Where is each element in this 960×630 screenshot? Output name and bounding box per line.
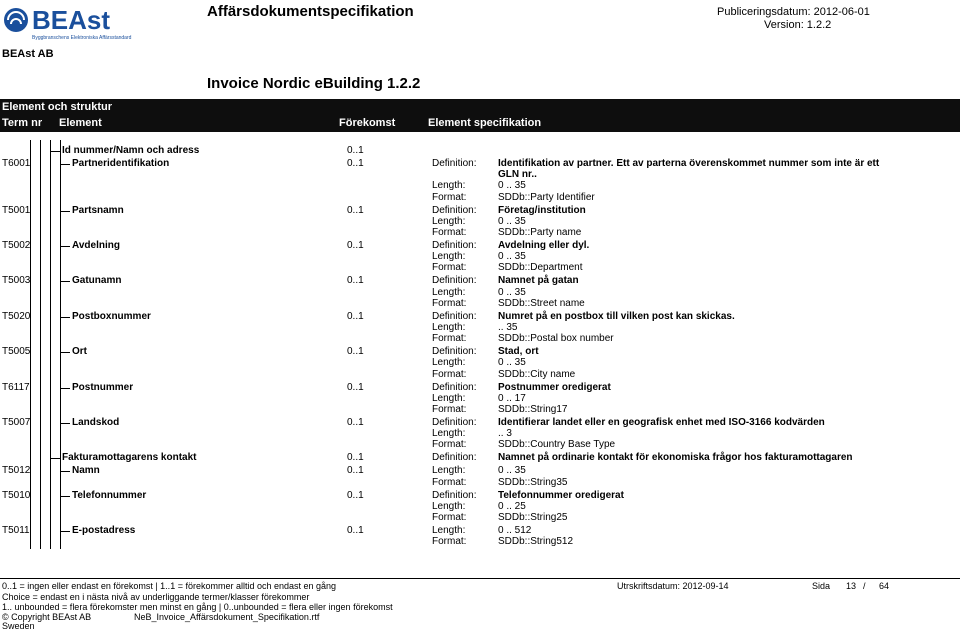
spec-label: Format: (432, 227, 467, 238)
logo-tagline: Byggbranschens Elektroniska Affärsstandard (32, 35, 132, 41)
footer-divider (0, 578, 960, 579)
spec-value: Identifierar landet eller en geografisk enhet med ISO-3166 kodvärden (498, 417, 825, 428)
spec-value: SDDb::Street name (498, 297, 585, 309)
occurrence-value: 0..1 (347, 465, 364, 477)
element-name: Gatunamn (72, 275, 122, 287)
occurrence-value: 0..1 (347, 275, 364, 287)
element-name: Namn (72, 465, 100, 477)
occurrence-value: 0..1 (347, 204, 364, 216)
spec-label: Definition: (432, 158, 477, 169)
tree-connector (60, 164, 70, 165)
term-number: T5020 (2, 310, 31, 322)
footer-page-separator: / (863, 581, 866, 591)
element-name: Ort (72, 346, 87, 358)
spec-value: Företag/institution (498, 204, 586, 216)
element-name: Partneridentifikation (72, 158, 170, 169)
occurrence-value: 0..1 (347, 346, 364, 358)
version-label: Version: 1.2.2 (764, 19, 832, 31)
spec-label: Length: (432, 392, 466, 404)
spec-label: Format: (432, 297, 467, 309)
footer-legend-2: Choice = endast en i nästa nivå av underliggande termer/klasser förekommer (2, 592, 310, 602)
spec-label: Definition: (432, 275, 477, 287)
spec-value: SDDb::Postal box number (498, 333, 614, 345)
term-number: T5001 (2, 204, 31, 216)
spec-label: Length: (432, 525, 466, 536)
spec-value: Namnet på ordinarie kontakt för ekonomiska frågor hos fakturamottagaren (498, 452, 853, 464)
spec-value: 0 .. 25 (498, 500, 526, 512)
occurrence-value: 0..1 (347, 452, 364, 464)
spec-value: Avdelning eller dyl. (498, 240, 590, 251)
spec-value: .. 3 (498, 428, 512, 440)
section-heading: Element och struktur (2, 101, 113, 113)
spec-value: 0 .. 35 (498, 286, 526, 298)
spec-value: 0 .. 35 (498, 357, 526, 369)
spec-value: 0 .. 35 (498, 180, 526, 192)
spec-label: Definition: (432, 489, 477, 501)
spec-label: Format: (432, 536, 467, 548)
occurrence-value: 0..1 (347, 489, 364, 501)
spec-label: Definition: (432, 310, 477, 322)
spec-value: Stad, ort (498, 346, 539, 358)
spec-label: Definition: (432, 381, 477, 393)
spec-value: 0 .. 35 (498, 465, 526, 477)
company-name: BEAst AB (2, 48, 54, 60)
spec-value: SDDb::String17 (498, 404, 568, 415)
element-name: Postboxnummer (72, 310, 151, 322)
tree-connector (60, 496, 70, 497)
occurrence-value: 0..1 (347, 240, 364, 251)
column-specification: Element specifikation (428, 117, 542, 129)
tree-connector (60, 211, 70, 212)
element-name: Landskod (72, 417, 120, 428)
spec-label: Format: (432, 439, 467, 451)
footer-legend-3: 1.. unbounded = flera förekomster men minst en gång | 0..unbounded = flera eller ingen förekomst (2, 602, 393, 612)
element-name: Avdelning (72, 240, 120, 251)
spec-label: Length: (432, 465, 466, 477)
spec-value: .. 35 (498, 322, 518, 333)
occurrence-value: 0..1 (347, 525, 364, 536)
spec-label: Length: (432, 215, 466, 227)
occurrence-value: 0..1 (347, 381, 364, 393)
footer-page-number: 13 (846, 581, 857, 591)
spec-value: SDDb::Department (498, 262, 583, 274)
tree-connector (60, 246, 70, 247)
spec-label: Format: (432, 262, 467, 274)
spec-label: Length: (432, 286, 466, 298)
spec-label: Definition: (432, 452, 477, 464)
occurrence-value: 0..1 (347, 310, 364, 322)
tree-connector (60, 281, 70, 282)
spec-value: Postnummer oredigerat (498, 381, 611, 393)
spec-value: Namnet på gatan (498, 275, 579, 287)
spec-value: Telefonnummer oredigerat (498, 489, 624, 501)
tree-line (60, 140, 61, 549)
spec-label: Definition: (432, 204, 477, 216)
tree-line (30, 140, 31, 549)
element-name: Id nummer/Namn och adress (62, 145, 200, 156)
spec-label: Length: (432, 251, 466, 263)
spec-value: SDDb::City name (498, 368, 576, 380)
tree-line (50, 140, 51, 549)
tree-connector (60, 352, 70, 353)
element-name: E-postadress (72, 525, 136, 536)
tree-connector (50, 151, 60, 152)
column-element: Element (59, 117, 102, 129)
spec-label: Format: (432, 404, 467, 415)
term-number: T6117 (2, 381, 30, 393)
element-name: Partsnamn (72, 204, 124, 216)
tree-connector (60, 471, 70, 472)
spec-label: Length: (432, 357, 466, 369)
spec-value: 0 .. 512 (498, 525, 532, 536)
spec-label: Definition: (432, 417, 477, 428)
occurrence-value: 0..1 (347, 158, 364, 169)
footer-print-date: Utrskriftsdatum: 2012-09-14 (617, 581, 729, 591)
spec-label: Format: (432, 368, 467, 380)
beast-logo (2, 2, 142, 42)
tree-connector (50, 458, 60, 459)
term-number: T5003 (2, 275, 31, 287)
term-number: T5002 (2, 240, 31, 251)
spec-value: SDDb::Country Base Type (498, 439, 616, 451)
spec-label: Definition: (432, 346, 477, 358)
footer-page-total: 64 (879, 581, 890, 591)
occurrence-value: 0..1 (347, 145, 364, 156)
spec-value: SDDb::String25 (498, 512, 568, 523)
tree-connector (60, 531, 70, 532)
column-occurrence: Förekomst (339, 117, 396, 129)
term-number: T5005 (2, 346, 31, 358)
spec-label: Format: (432, 476, 467, 488)
logo-wordmark: BEAst (32, 5, 111, 35)
element-name: Fakturamottagarens kontakt (62, 452, 197, 464)
spec-label: Length: (432, 322, 466, 333)
spec-value: 0 .. 35 (498, 215, 526, 227)
spec-value: 0 .. 17 (498, 392, 526, 404)
tree-connector (60, 388, 70, 389)
term-number: T5010 (2, 489, 31, 501)
spec-value: SDDb::String35 (498, 476, 568, 488)
element-name: Postnummer (72, 381, 134, 393)
spec-label: Format: (432, 333, 467, 345)
invoice-title: Invoice Nordic eBuilding 1.2.2 (207, 75, 421, 92)
tree-connector (60, 317, 70, 318)
spec-label: Length: (432, 500, 466, 512)
spec-label: Definition: (432, 240, 477, 251)
spec-label: Length: (432, 180, 466, 192)
document-title: Affärsdokumentspecifikation (207, 3, 414, 20)
occurrence-value: 0..1 (347, 417, 364, 428)
tree-connector (60, 423, 70, 424)
footer-copyright: © Copyright BEAst AB (2, 612, 92, 622)
column-header-band (0, 99, 960, 132)
footer-country: Sweden (2, 621, 35, 630)
publication-date: Publiceringsdatum: 2012-06-01 (717, 6, 870, 18)
spec-value: Numret på en postbox till vilken post kan skickas. (498, 310, 735, 322)
spec-value: SDDb::Party name (498, 227, 582, 238)
term-number: T5007 (2, 417, 31, 428)
term-number: T5012 (2, 465, 31, 477)
footer-page-label: Sida (812, 581, 831, 591)
term-number: T6001 (2, 158, 31, 169)
spec-value: GLN nr.. (498, 169, 537, 181)
element-name: Telefonnummer (72, 489, 147, 501)
spec-value: Identifikation av partner. Ett av parterna överenskommet nummer som inte är ett (498, 158, 880, 169)
spec-value: SDDb::String512 (498, 536, 574, 548)
spec-label: Length: (432, 428, 466, 440)
tree-line (40, 140, 41, 549)
column-term: Term nr (2, 117, 43, 129)
spec-value: 0 .. 35 (498, 251, 526, 263)
spec-label: Format: (432, 191, 467, 203)
term-number: T5011 (2, 525, 30, 536)
spec-label: Format: (432, 512, 467, 523)
footer-filename: NeB_Invoice_Affärsdokument_Specifikation.rtf (134, 612, 320, 622)
spec-value: SDDb::Party Identifier (498, 191, 595, 203)
footer-legend-1: 0..1 = ingen eller endast en förekomst | 1..1 = förekommer alltid och endast en gång (2, 581, 337, 591)
